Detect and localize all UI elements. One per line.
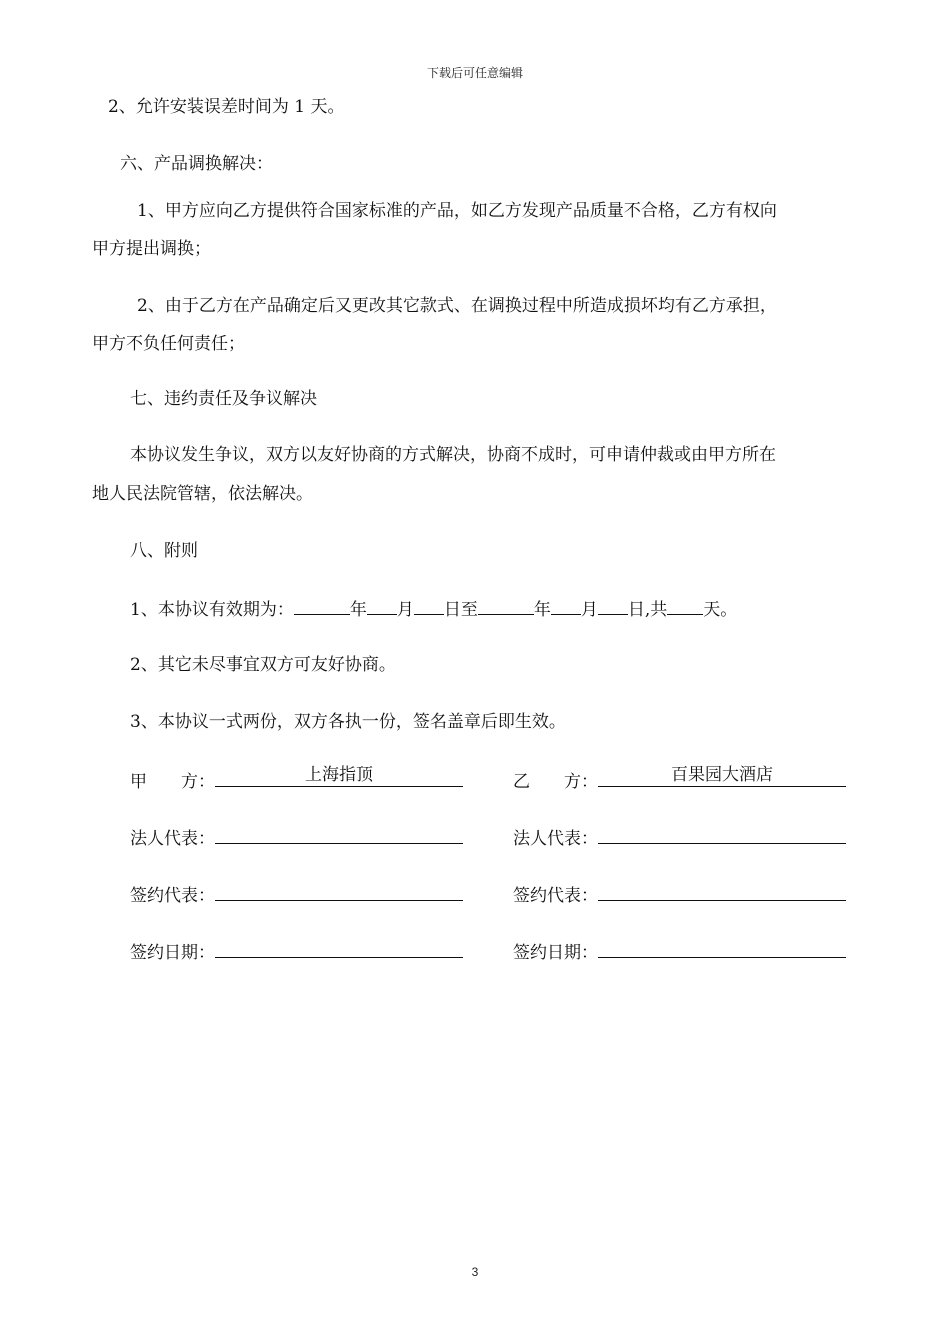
party-a-legal-rep-row — [130, 821, 463, 851]
party-a-field[interactable] — [215, 764, 463, 787]
clause-6-1-line1: 1、甲方应向乙方提供符合国家标准的产品，如乙方发现产品质量不合格，乙方有权向 — [137, 201, 777, 221]
page-number: 3 — [471, 1265, 479, 1279]
party-b-sign-date-field[interactable] — [598, 935, 846, 958]
validity-year-1: 年 — [349, 600, 367, 620]
section-7-title: 七、违约责任及争议解决 — [130, 389, 317, 409]
validity-month-1: 月 — [396, 600, 414, 620]
start-month-blank[interactable] — [367, 596, 397, 615]
party-a-row — [130, 764, 463, 794]
clause-6-2-line1: 2、由于乙方在产品确定后又更改其它款式、在调换过程中所造成损坏均有乙方承担， — [137, 296, 777, 316]
validity-year-2: 年 — [533, 600, 551, 620]
party-a-sign-date-field[interactable] — [215, 935, 463, 958]
party-b-legal-rep-row — [513, 821, 846, 851]
party-b-sign-date-row — [513, 935, 846, 965]
total-days-blank[interactable] — [667, 596, 703, 615]
page-header: 下载后可任意编辑 — [426, 66, 523, 80]
party-b-sign-rep-label: 签约代表： — [513, 886, 598, 906]
party-a-value: 上海指顶 — [305, 765, 373, 785]
clause-8-3: 3、本协议一式两份，双方各执一份，签名盖章后即生效。 — [130, 712, 566, 732]
section-8-title: 八、附则 — [130, 541, 198, 561]
clause-6-2-line2: 甲方不负任何责任； — [92, 334, 245, 354]
party-a-sign-rep-row — [130, 878, 463, 908]
party-a-sign-rep-field[interactable] — [215, 878, 463, 901]
party-a-legal-rep-label: 法人代表： — [130, 829, 215, 849]
validity-day-1-to: 日至 — [443, 600, 478, 620]
section-7-text-line2: 地人民法院管辖，依法解决。 — [92, 484, 313, 504]
start-year-blank[interactable] — [294, 596, 350, 615]
clause-8-2: 2、其它未尽事宜双方可友好协商。 — [130, 655, 396, 675]
party-b-field[interactable] — [598, 764, 846, 787]
end-day-blank[interactable] — [598, 596, 628, 615]
party-b-sign-rep-row — [513, 878, 846, 908]
party-a-sign-date-row — [130, 935, 463, 965]
party-b-legal-rep-label: 法人代表： — [513, 829, 598, 849]
end-year-blank[interactable] — [478, 596, 534, 615]
validity-month-2: 月 — [580, 600, 598, 620]
validity-day-unit: 天。 — [703, 600, 738, 620]
clause-8-1-validity — [130, 596, 737, 622]
validity-prefix: 1、本协议有效期为： — [130, 600, 294, 620]
party-a-legal-rep-field[interactable] — [215, 821, 463, 844]
start-day-blank[interactable] — [414, 596, 444, 615]
party-a-sign-date-label: 签约日期： — [130, 943, 215, 963]
party-a-sign-rep-label: 签约代表： — [130, 886, 215, 906]
party-b-value: 百果园大酒店 — [671, 765, 773, 785]
party-b-label: 乙 方： — [513, 772, 598, 792]
party-a-label: 甲 方： — [130, 772, 215, 792]
section-7-text-line1: 本协议发生争议，双方以友好协商的方式解决，协商不成时，可申请仲裁或由甲方所在 — [130, 445, 776, 465]
party-b-legal-rep-field[interactable] — [598, 821, 846, 844]
party-b-row — [513, 764, 846, 794]
clause-6-1-line2: 甲方提出调换； — [92, 239, 211, 259]
section-6-title: 六、产品调换解决： — [120, 154, 273, 174]
party-b-sign-date-label: 签约日期： — [513, 943, 598, 963]
end-month-blank[interactable] — [551, 596, 581, 615]
party-b-sign-rep-field[interactable] — [598, 878, 846, 901]
clause-install-tolerance: 2、允许安装误差时间为 1 天。 — [108, 97, 345, 117]
validity-day-2-total: 日,共 — [627, 600, 668, 620]
